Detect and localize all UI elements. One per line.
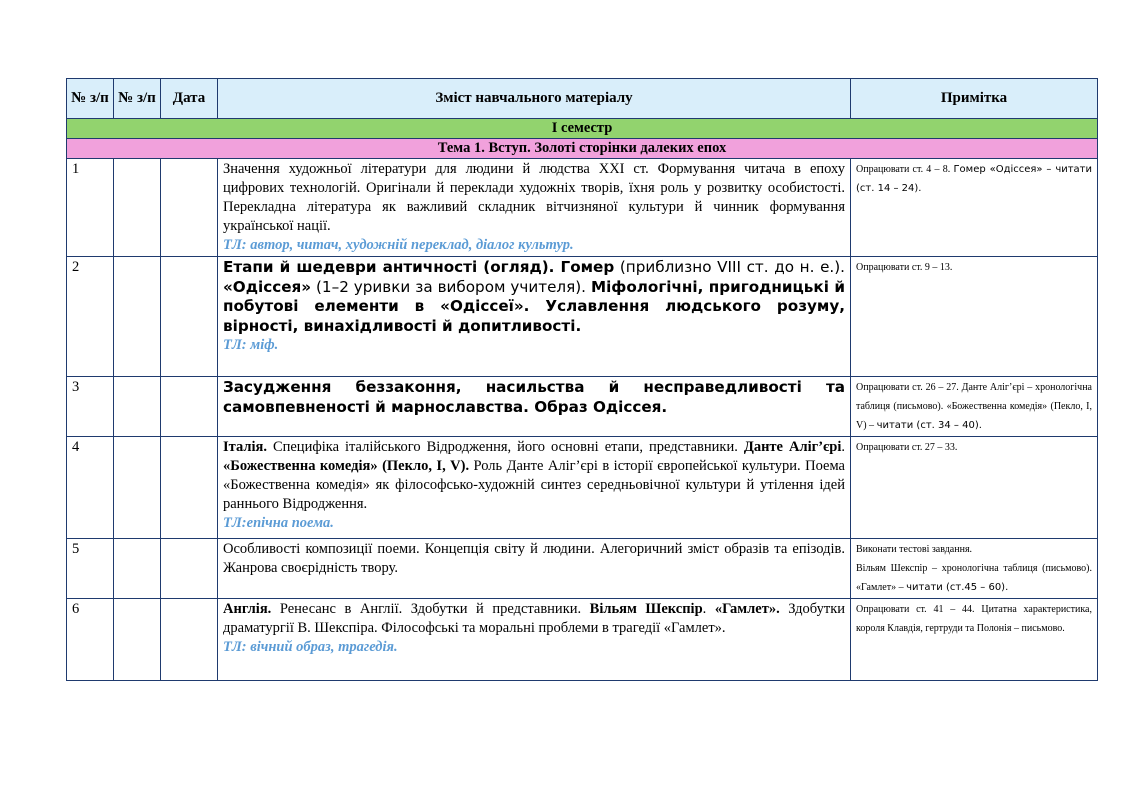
terms-text: ТЛ: автор, читач, художній переклад, діалог культур. <box>223 237 574 253</box>
row-note <box>851 257 1098 377</box>
row-number: 4 <box>67 437 114 539</box>
table-row <box>67 159 1098 257</box>
row-number-2 <box>114 159 161 257</box>
row-number-2 <box>114 377 161 437</box>
note-text: Опрацювати ст. 27 – 33. <box>856 442 958 453</box>
row-date <box>161 539 218 599</box>
row-date <box>161 377 218 437</box>
row-number: 1 <box>67 159 114 257</box>
terms-text: ТЛ: міф. <box>223 337 279 353</box>
content-bold: «Божественна комедія» (Пекло, І, V). <box>223 458 470 474</box>
content-plain: Ренесанс в Англії. Здобутки й представники. <box>271 601 590 617</box>
content-plain: (1–2 уривки за вибором учителя). <box>311 277 591 296</box>
row-number: 6 <box>67 599 114 681</box>
content-text <box>223 258 845 336</box>
content-bold: Вільям Шекспір <box>589 601 703 617</box>
content-plain: Специфіка італійського Відродження, його основні етапи, представники. <box>266 439 744 455</box>
content-plain: Здобутки драматургії В. Шекспіра. Філософські та моральні проблеми в трагедії «Гамлет». <box>223 601 845 636</box>
note-text: Вільям Шекспір – хронологічна таблиця (письмово). «Гамлет» – <box>856 563 1092 593</box>
theme-title: Тема 1. Вступ. Золоті сторінки далеких епох <box>67 139 1098 159</box>
header-note: Примітка <box>851 79 1098 119</box>
row-content <box>218 539 851 599</box>
row-note <box>851 159 1098 257</box>
table-row <box>67 377 1098 437</box>
note-reading: читати (ст.45 – 60). <box>906 582 1009 593</box>
row-date <box>161 159 218 257</box>
content-plain: Роль Данте Аліг’єрі в історії європейської культури. Поема «Божественна комедія» як філософсько-художній синтез середньовічної культури й утілення ідей раннього Відродження. <box>223 458 845 512</box>
row-content <box>218 599 851 681</box>
row-number-2 <box>114 599 161 681</box>
table-row <box>67 539 1098 599</box>
table-row <box>67 257 1098 377</box>
terms-text: ТЛ:епічна поема. <box>223 515 334 531</box>
semester-title: І семестр <box>67 119 1098 139</box>
content-bold: «Одіссея» <box>223 277 312 296</box>
content-text <box>223 378 845 417</box>
row-date <box>161 437 218 539</box>
note-text: Опрацювати ст. 9 – 13. <box>856 262 953 273</box>
content-bold: Італія. <box>223 439 267 455</box>
content-text <box>223 438 845 514</box>
theme-row <box>67 139 1098 159</box>
note-reading: читати (ст. 34 – 40). <box>876 420 982 431</box>
row-number-2 <box>114 257 161 377</box>
row-note <box>851 539 1098 599</box>
note-text: Опрацювати ст. 41 – 44. Цитатна характеристика, короля Клавдія, гертруди та Полонія – письмово. <box>856 604 1092 634</box>
content-plain: . <box>841 439 846 455</box>
header-content: Зміст навчального матеріалу <box>218 79 851 119</box>
content-text: Значення художньої літератури для людини й людства XXI ст. Формування читача в епоху цифрових технологій. Оригінали й переклади художніх творів, їхня роль у розвитку особистості. Перекладна література як важливий складник вітчизняної культури й чинник формування української нації. <box>223 161 845 234</box>
row-content <box>218 257 851 377</box>
content-bold: Англія. <box>223 601 272 617</box>
row-date <box>161 599 218 681</box>
note-reading: Гомер «Одіссея» – читати (ст. 14 – 24). <box>856 164 1093 194</box>
content-bold: Данте Аліг’єрі <box>743 439 842 455</box>
row-note <box>851 377 1098 437</box>
note-text: Опрацювати ст. 26 – 27. Данте Аліг’єрі – хронологічна таблиця (письмово). «Божественна комедія» (Пекло, І, V) – <box>856 382 1092 431</box>
table-row <box>67 437 1098 539</box>
row-number-2 <box>114 539 161 599</box>
content-text <box>223 600 845 638</box>
content-bold: Засудження беззаконня, насильства й несправедливості та самовпевненості й марнославства. Образ Одіссея. <box>223 378 845 416</box>
header-number-1: № з/п <box>67 79 114 119</box>
row-content <box>218 159 851 257</box>
content-text: Особливості композиції поеми. Концепція світу й людини. Алегоричний зміст образів та епізодів. Жанрова своєрідність твору. <box>223 541 845 576</box>
row-note <box>851 437 1098 539</box>
row-date <box>161 257 218 377</box>
content-plain: . <box>702 601 715 617</box>
terms-text: ТЛ: вічний образ, трагедія. <box>223 639 398 655</box>
curriculum-table <box>66 78 1098 681</box>
table-header-row <box>67 79 1098 119</box>
content-plain: (приблизно VIII ст. до н. е.). <box>614 258 846 276</box>
row-note <box>851 599 1098 681</box>
row-content <box>218 377 851 437</box>
content-bold: «Гамлет». <box>714 601 780 617</box>
semester-row <box>67 119 1098 139</box>
row-number: 5 <box>67 539 114 599</box>
content-bold: Етапи й шедеври античності (огляд). Гомер <box>223 258 615 276</box>
row-number: 3 <box>67 377 114 437</box>
content-bold: Міфологічні, пригодницькі й побутові елементи в «Одіссеї». Уславлення людського розуму, вірності, винахідливості й допитливості. <box>223 277 845 335</box>
header-date: Дата <box>161 79 218 119</box>
row-number-2 <box>114 437 161 539</box>
note-text: Опрацювати ст. 4 – 8. <box>856 164 951 175</box>
header-number-2: № з/п <box>114 79 161 119</box>
note-text: Виконати тестові завдання. <box>856 544 973 555</box>
row-number: 2 <box>67 257 114 377</box>
row-content <box>218 437 851 539</box>
table-row <box>67 599 1098 681</box>
